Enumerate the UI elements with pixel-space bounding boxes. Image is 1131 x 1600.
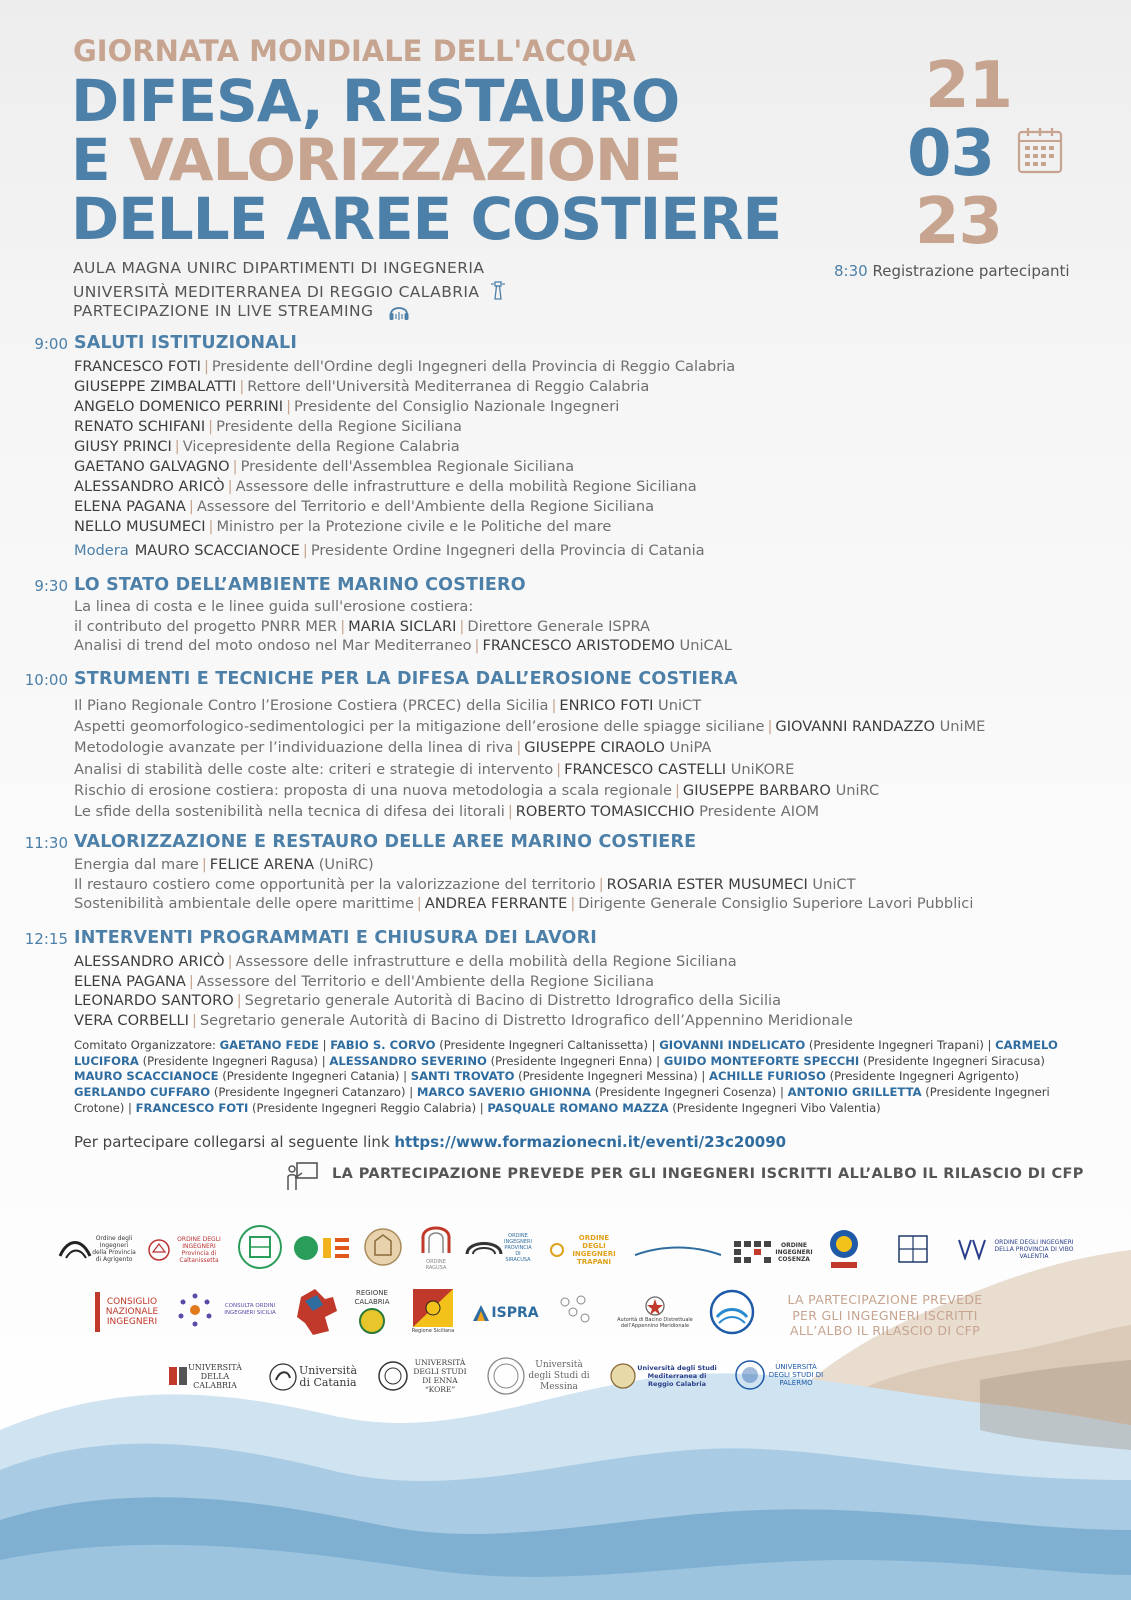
logo-ordine-reggio-calabria xyxy=(880,1230,946,1268)
speaker-name: MARIA SICLARI xyxy=(348,617,457,635)
venue-line-3-text: PARTECIPAZIONE IN LIVE STREAMING xyxy=(73,302,374,320)
program-row: Le sfide della sostenibilità nella tecnica di difesa dei litorali | ROBERTO TOMASICCHIO Presidente AIOM xyxy=(74,802,820,820)
program-row: Rischio di erosione costiera: proposta di una nuova metodologia a scala regionale | GIUSEPPE BARBARO UniRC xyxy=(74,781,880,799)
date-month: 03 xyxy=(907,117,995,191)
program-row: Energia dal mare | FELICE ARENA (UniRC) xyxy=(74,856,374,873)
venue-line-1: AULA MAGNA UNIRC DIPARTIMENTI DI INGEGNERIA xyxy=(73,259,485,277)
section-5-rows xyxy=(74,952,853,1030)
committee-member: GERLANDO CUFFARO (Presidente Ingegneri Catanzaro) xyxy=(74,1085,406,1100)
calendar-icon xyxy=(1017,126,1063,176)
svg-text:ORDINE: ORDINE xyxy=(426,1259,446,1265)
logo-unirc: Università degli Studi Mediterranea di Reggio Calabria xyxy=(606,1360,720,1392)
program-row: ALESSANDRO ARICÒ | Assessore delle infrastrutture e della mobilità Regione Siciliana xyxy=(74,478,697,495)
section-4-time: 11:30 xyxy=(24,834,68,852)
oirc-logo-icon xyxy=(898,1235,928,1263)
section-2-rows xyxy=(74,597,732,656)
committee-member: CARMELO LUCIFORA (Presidente Ingegneri Ragusa) xyxy=(74,1038,1058,1068)
committee-member: GIOVANNI INDELICATO (Presidente Ingegneri Trapani) xyxy=(659,1038,984,1052)
talk-topic: Analisi di stabilità delle coste alte: criteri e strategie di intervento xyxy=(74,760,554,778)
speaker-role: UniCAL xyxy=(679,637,732,655)
moderator-label: Modera xyxy=(74,542,129,559)
unime-logo-icon xyxy=(486,1356,526,1396)
section-4-rows xyxy=(74,855,973,914)
section-5-title: INTERVENTI PROGRAMMATI E CHIUSURA DEI LAVORI xyxy=(74,928,597,948)
speaker-name: GIUSEPPE ZIMBALATTI xyxy=(74,378,237,395)
speaker-name: ROSARIA ESTER MUSUMECI xyxy=(606,875,808,893)
logo-ordine-siracusa: ORDINE INGEGNERI PROVINCIA DI SIRACUSA xyxy=(464,1230,534,1266)
speaker-role: UniKORE xyxy=(730,760,795,778)
committee-member: ANTONIO GRILLETTA (Presidente Ingegneri Crotone) xyxy=(74,1085,1050,1115)
speaker-role: Presidente AIOM xyxy=(699,802,820,820)
grid-logo-icon xyxy=(734,1241,772,1263)
cfp-note-line-2: PER GLI INGEGNERI ISCRITTI xyxy=(792,1307,978,1323)
speaker-name: ELENA PAGANA xyxy=(74,498,186,515)
speaker-role: Assessore del Territorio e dell'Ambiente della Regione Siciliana xyxy=(196,972,655,990)
speaker-name: GIOVANNI RANDAZZO xyxy=(775,718,935,736)
vv-logo-icon xyxy=(957,1238,987,1260)
speaker-name: VERA CORBELLI xyxy=(74,1011,189,1029)
cfp-note-line-3: ALL’ALBO IL RILASCIO DI CFP xyxy=(790,1323,980,1338)
program-row: VERA CORBELLI | Segretario generale Autorità di Bacino di Distretto Idrografico dell’Appennino Meridionale xyxy=(74,1011,853,1029)
program-row: Aspetti geomorfologico-sedimentologici per la mitigazione dell’erosione delle spiagge siciliane | GIOVANNI RANDAZZO UniME xyxy=(74,718,986,736)
date-year: 23 xyxy=(915,185,1003,259)
unipa-logo-icon xyxy=(734,1359,766,1391)
speaker-name: FRANCESCO FOTI xyxy=(74,358,201,375)
cfp-banner: LA PARTECIPAZIONE PREVEDE PER GLI INGEGNERI ISCRITTI ALL’ALBO IL RILASCIO DI CFP xyxy=(332,1166,1084,1182)
speaker-name: ALESSANDRO ARICÒ xyxy=(74,478,225,495)
speaker-role: Direttore Generale ISPRA xyxy=(467,617,650,635)
logo-region-map xyxy=(294,1286,340,1338)
speaker-name: FRANCESCO CASTELLI xyxy=(564,760,727,778)
trinacria-icon xyxy=(413,1289,453,1327)
talk-topic: Rischio di erosione costiera: proposta di una nuova metodologia a scala regionale xyxy=(74,781,672,799)
section-4-title: VALORIZZAZIONE E RESTAURO DELLE AREE MARINO COSTIERE xyxy=(74,832,697,852)
logo-ispra: ISPRA xyxy=(470,1298,540,1328)
program-row: GIUSEPPE ZIMBALATTI | Rettore dell'Università Mediterranea di Reggio Calabria xyxy=(74,378,650,395)
section-3-rows xyxy=(74,695,985,822)
speaker-role: Assessore del Territorio e dell'Ambiente della Regione Siciliana xyxy=(196,498,655,515)
logo-ordine-vibo-valentia: ORDINE DEGLI INGEGNERI DELLA PROVINCIA DI VIBO VALENTIA xyxy=(954,1236,1084,1262)
logo-ordine-crotone xyxy=(824,1226,864,1274)
svg-text:RAGUSA: RAGUSA xyxy=(425,1265,447,1271)
title-word-e: E xyxy=(71,126,110,194)
program-row: ANGELO DOMENICO PERRINI | Presidente del Consiglio Nazionale Ingegneri xyxy=(74,398,620,415)
speaker-role: UniME xyxy=(939,718,986,736)
speaker-name: FRANCESCO ARISTODEMO xyxy=(482,637,675,655)
section-3-title: STRUMENTI E TECNICHE PER LA DIFESA DALL’EROSIONE COSTIERA xyxy=(74,669,738,689)
speaker-name: ANGELO DOMENICO PERRINI xyxy=(74,398,284,415)
committee-member: FABIO S. CORVO (Presidente Ingegneri Caltanissetta) xyxy=(330,1038,648,1052)
speaker-role: (UniRC) xyxy=(318,856,374,873)
speaker-role: Assessore delle infrastrutture e della mobilità della Regione Siciliana xyxy=(235,953,737,970)
event-kicker: GIORNATA MONDIALE DELL'ACQUA xyxy=(73,34,636,68)
talk-topic: Il restauro costiero come opportunità per la valorizzazione del territorio xyxy=(74,875,596,893)
speaker-name: LEONARDO SANTORO xyxy=(74,992,234,1010)
logo-consulta-sicilia: CONSULTA ORDINI INGEGNERI SICILIA xyxy=(174,1290,286,1330)
logo-ordine-trapani: ORDINE DEGLI INGEGNERI TRAPANI xyxy=(544,1236,624,1264)
logo-regione-calabria: REGIONE CALABRIA xyxy=(350,1286,394,1338)
emblem-logo-icon xyxy=(644,1295,666,1317)
program-row: GIUSY PRINCI | Vicepresidente della Regione Calabria xyxy=(74,438,460,455)
talk-topic: Analisi di trend del moto ondoso nel Mar Mediterraneo xyxy=(74,637,472,655)
logo-regione-siciliana: Regione Siciliana xyxy=(410,1286,456,1338)
logo-ordine-cosenza: ORDINE INGEGNERI COSENZA xyxy=(732,1238,818,1266)
moderator-name: MAURO SCACCIANOCE xyxy=(134,542,300,559)
venue-line-2-text: UNIVERSITÀ MEDITERRANEA DI REGGIO CALABRIA xyxy=(73,283,480,301)
speaker-role: Segretario generale Autorità di Bacino di Distretto Idrografico dell’Appennino Meridionale xyxy=(199,1011,853,1029)
logo-ordine-enna xyxy=(290,1230,354,1268)
region-map-logo-icon xyxy=(295,1287,339,1337)
program-row: FRANCESCO FOTI | Presidente dell'Ordine degli Ingegneri della Provincia di Reggio Calabria xyxy=(74,358,736,375)
logo-autorita-bacino-sicilia xyxy=(546,1290,602,1330)
committee-member: SANTI TROVATO (Presidente Ingegneri Messina) xyxy=(410,1069,698,1084)
speaker-name: GIUSEPPE BARBARO xyxy=(682,781,831,799)
globe-logo-icon xyxy=(827,1228,861,1272)
venue-line-3 xyxy=(73,300,411,322)
speaker-name: ROBERTO TOMASICCHIO xyxy=(515,802,695,820)
registration-label: Registrazione partecipanti xyxy=(872,262,1070,280)
circle-bars-logo-icon xyxy=(291,1234,353,1264)
program-row: Metodologie avanzate per l’individuazione della linea di riva | GIUSEPPE CIRAOLO UniPA xyxy=(74,739,712,757)
program-row: Sostenibilità ambientale delle opere marittime | ANDREA FERRANTE | Dirigente Generale Consiglio Superiore Lavori Pubblici xyxy=(74,895,974,913)
unict-logo-icon xyxy=(268,1362,298,1392)
calabria-crest-icon xyxy=(359,1307,385,1335)
committee-member: GAETANO FEDE xyxy=(219,1038,319,1052)
program-row: Il Piano Regionale Contro l’Erosione Costiera (PRCEC) della Sicilia | ENRICO FOTI UniCT xyxy=(74,697,702,714)
logo-unime: Università degli Studi di Messina xyxy=(484,1354,594,1398)
registration-time: 8:30 xyxy=(834,262,868,280)
wave-logo-icon xyxy=(58,1234,92,1264)
logo-autorita-appennino: Autorità di Bacino Distrettuale dell’Appennino Meridionale xyxy=(610,1290,700,1334)
committee-member: MARCO SAVERIO GHIONNA (Presidente Ingegneri Cosenza) xyxy=(416,1085,777,1100)
speaker-role: Dirigente Generale Consiglio Superiore Lavori Pubblici xyxy=(578,895,974,913)
committee-label: Comitato Organizzatore: xyxy=(74,1038,216,1052)
program-row: ALESSANDRO ARICÒ | Assessore delle infrastrutture e della mobilità della Regione Siciliana xyxy=(74,953,737,970)
arch-logo-icon xyxy=(419,1223,453,1273)
speaker-role: Segretario generale Autorità di Bacino di Distretto Idrografico della Sicilia xyxy=(244,992,782,1010)
talk-topic: La linea di costa e le linee guida sull'erosione costiera: xyxy=(74,598,474,615)
speaker-role: UniCT xyxy=(812,875,856,893)
section-2-title: LO STATO DELL’AMBIENTE MARINO COSTIERO xyxy=(74,575,526,595)
logo-ordine-messina xyxy=(360,1224,406,1272)
speaker-role: Presidente dell'Assemblea Regionale Siciliana xyxy=(240,458,575,475)
speaker-name: GIUSY PRINCI xyxy=(74,438,172,455)
section-5-time: 12:15 xyxy=(24,930,68,948)
committee-member: FRANCESCO FOTI (Presidente Ingegneri Reggio Calabria) xyxy=(135,1100,477,1115)
program-row: Il restauro costiero come opportunità per la valorizzazione del territorio | ROSARIA ESTER MUSUMECI UniCT xyxy=(74,875,856,893)
program-row: NELLO MUSUMECI | Ministro per la Protezione civile e le Politiche del mare xyxy=(74,518,612,535)
speaker-name: FELICE ARENA xyxy=(209,856,315,873)
unirc-logo-icon xyxy=(609,1362,637,1390)
sun-logo-icon xyxy=(547,1240,567,1260)
program-row: Analisi di trend del moto ondoso nel Mar Mediterraneo | FRANCESCO ARISTODEMO UniCAL xyxy=(74,637,732,655)
talk-topic: Aspetti geomorfologico-sedimentologici per la mitigazione dell’erosione delle spiagge siciliane xyxy=(74,718,765,736)
stars-logo-icon xyxy=(175,1292,215,1328)
cni-logo-icon xyxy=(94,1292,102,1332)
title-line-1: DIFESA, RESTAURO xyxy=(71,67,680,135)
talk-topic: Le sfide della sostenibilità nella tecnica di difesa dei litorali xyxy=(74,802,505,820)
program-row: GAETANO GALVAGNO | Presidente dell'Assemblea Regionale Siciliana xyxy=(74,458,575,475)
logo-ordine-catania xyxy=(235,1222,285,1272)
unical-logo-icon xyxy=(169,1365,187,1387)
participation-text: Per partecipare collegarsi al seguente link xyxy=(74,1133,390,1151)
program-row: RENATO SCHIFANI | Presidente della Regione Siciliana xyxy=(74,418,462,435)
program-row: Analisi di stabilità delle coste alte: criteri e strategie di intervento | FRANCESCO CASTELLI UniKORE xyxy=(74,760,795,778)
title-line-2 xyxy=(71,126,682,194)
speaker-name: ELENA PAGANA xyxy=(74,972,186,990)
participation-url[interactable]: https://www.formazionecni.it/eventi/23c20090 xyxy=(394,1133,787,1151)
speaker-name: ALESSANDRO ARICÒ xyxy=(74,953,225,970)
talk-topic: Sostenibilità ambientale delle opere marittime xyxy=(74,895,414,913)
kore-logo-icon xyxy=(377,1360,409,1392)
presentation-icon xyxy=(285,1161,319,1193)
wave-circle-logo-icon xyxy=(709,1289,755,1335)
talk-topic: il contributo del progetto PNRR MER xyxy=(74,617,338,635)
committee-member: PASQUALE ROMANO MAZZA (Presidente Ingegneri Vibo Valentia) xyxy=(487,1100,881,1115)
speaker-name: NELLO MUSUMECI xyxy=(74,518,206,535)
section-2-time: 9:30 xyxy=(34,577,68,595)
speaker-role: UniPA xyxy=(669,739,712,757)
registration-line xyxy=(834,262,1070,280)
talk-topic: Il Piano Regionale Contro l’Erosione Costiera (PRCEC) della Sicilia xyxy=(74,697,549,714)
speaker-role: Assessore delle infrastrutture e della mobilità Regione Siciliana xyxy=(235,478,697,495)
speaker-role: Vicepresidente della Regione Calabria xyxy=(182,438,460,455)
speaker-name: RENATO SCHIFANI xyxy=(74,418,206,435)
ring-logo-icon xyxy=(236,1223,284,1271)
program-row: ELENA PAGANA | Assessore del Territorio e dell'Ambiente della Regione Siciliana xyxy=(74,972,655,990)
program-row: il contributo del progetto PNRR MER | MARIA SICLARI | Direttore Generale ISPRA xyxy=(74,617,650,635)
program-row xyxy=(74,597,732,617)
section-1-time: 9:00 xyxy=(34,335,68,353)
sea-waves-background xyxy=(0,1230,1131,1600)
speaker-name: ANDREA FERRANTE xyxy=(424,895,568,913)
logo-ordine-agrigento: Ordine degli Ingegneri della Provincia di Agrigento xyxy=(56,1232,138,1266)
speaker-role: Presidente del Consiglio Nazionale Ingegneri xyxy=(294,398,620,415)
venue-line-2 xyxy=(73,279,507,301)
molecule-logo-icon xyxy=(557,1294,591,1326)
logo-autorita-circle xyxy=(708,1288,756,1336)
lighthouse-icon xyxy=(489,279,507,301)
speaker-name: ENRICO FOTI xyxy=(559,697,654,714)
cfp-note xyxy=(760,1292,1010,1339)
committee-member: GUIDO MONTEFORTE SPECCHI (Presidente Ingegneri Siracusa) xyxy=(663,1053,1045,1068)
title-line-3: DELLE AREE COSTIERE xyxy=(71,185,782,253)
speaker-role: UniRC xyxy=(835,781,880,799)
program-row: LEONARDO SANTORO | Segretario generale Autorità di Bacino di Distretto Idrografico della Sicilia xyxy=(74,992,782,1010)
program-row: ELENA PAGANA | Assessore del Territorio e dell'Ambiente della Regione Siciliana xyxy=(74,498,655,515)
speaker-name: GIUSEPPE CIRAOLO xyxy=(524,739,665,757)
seal-logo-icon xyxy=(147,1238,171,1262)
crest-logo-icon xyxy=(363,1225,403,1271)
moderator-role: Presidente Ordine Ingegneri della Provincia di Catania xyxy=(310,542,705,559)
logo-unipa: UNIVERSITÀ DEGLI STUDI DI PALERMO xyxy=(732,1358,828,1392)
talk-topic: Energia dal mare xyxy=(74,856,199,873)
headphones-icon xyxy=(387,300,411,322)
section-3-time: 10:00 xyxy=(24,671,68,689)
committee-member: ALESSANDRO SEVERINO (Presidente Ingegneri Enna) xyxy=(329,1053,653,1068)
ispra-logo-icon xyxy=(471,1303,491,1323)
committee-member: MAURO SCACCIANOCE (Presidente Ingegneri Catania) xyxy=(74,1069,400,1084)
cfp-note-line-1: LA PARTECIPAZIONE PREVEDE xyxy=(787,1292,983,1307)
logo-ordine-ragusa xyxy=(416,1222,456,1274)
speaker-name: GAETANO GALVAGNO xyxy=(74,458,230,475)
speaker-role: UniCT xyxy=(658,697,702,714)
date-day: 21 xyxy=(925,49,1013,123)
section-1-rows xyxy=(74,357,735,561)
theatre-logo-icon xyxy=(465,1234,503,1262)
bridge-logo-icon xyxy=(633,1243,723,1257)
moderator-row: Modera MAURO SCACCIANOCE | Presidente Ordine Ingegneri della Provincia di Catania xyxy=(74,542,705,559)
logo-ordine-catanzaro xyxy=(632,1236,724,1264)
logo-kore: UNIVERSITÀ DEGLI STUDI DI ENNA “KORE” xyxy=(374,1358,474,1394)
logo-cni: CONSIGLIO NAZIONALE INGEGNERI xyxy=(90,1290,166,1334)
talk-topic: Metodologie avanzate per l’individuazione della linea di riva xyxy=(74,739,514,757)
participation-link-line xyxy=(74,1133,786,1151)
committee-member: ACHILLE FURIOSO (Presidente Ingegneri Agrigento) xyxy=(709,1069,1020,1084)
logo-ordine-caltanissetta: ORDINE DEGLI INGEGNERI Provincia di Caltanissetta xyxy=(146,1234,228,1266)
speaker-role: Ministro per la Protezione civile e le Politiche del mare xyxy=(216,518,612,535)
title-word-valorizzazione: VALORIZZAZIONE xyxy=(128,126,682,194)
speaker-role: Presidente dell'Ordine degli Ingegneri della Provincia di Reggio Calabria xyxy=(211,358,736,375)
section-1-title: SALUTI ISTITUZIONALI xyxy=(74,333,298,353)
logo-unict: Università di Catania xyxy=(264,1360,362,1394)
speaker-role: Presidente della Regione Siciliana xyxy=(216,418,462,435)
organizing-committee: Comitato Organizzatore: GAETANO FEDE | FABIO S. CORVO (Presidente Ingegneri Caltanissetta) | GIOVANNI INDELICATO (Presidente Ingegneri Trapani) | CARMELO LUCIFORA (Presidente Ingegneri Ragusa) | ALESSANDRO SEVERINO (Presidente Ingegneri Enna) | GUIDO MONTEFORTE SPECCHI (Presidente Ingegneri Siracusa) MAURO SCACCIANOCE (Presidente Ingegneri Catania) | SANTI TROVATO (Presidente Ingegneri Messina) | ACHILLE FURIOSO (Presidente Ingegneri Agrigento) GERLANDO CUFFARO (Presidente Ingegneri Catanzaro) | MARCO SAVERIO GHIONNA (Presidente Ingegneri Cosenza) | ANTONIO GRILLETTA (Presidente Ingegneri Crotone) | FRANCESCO FOTI (Presidente Ingegneri Reggio Calabria) | PASQUALE ROMANO MAZZA (Presidente Ingegneri Vibo Valentia) xyxy=(74,1038,1058,1115)
logo-unical: UNIVERSITÀ DELLA CALABRIA xyxy=(166,1360,246,1392)
speaker-role: Rettore dell'Università Mediterranea di Reggio Calabria xyxy=(247,378,650,395)
